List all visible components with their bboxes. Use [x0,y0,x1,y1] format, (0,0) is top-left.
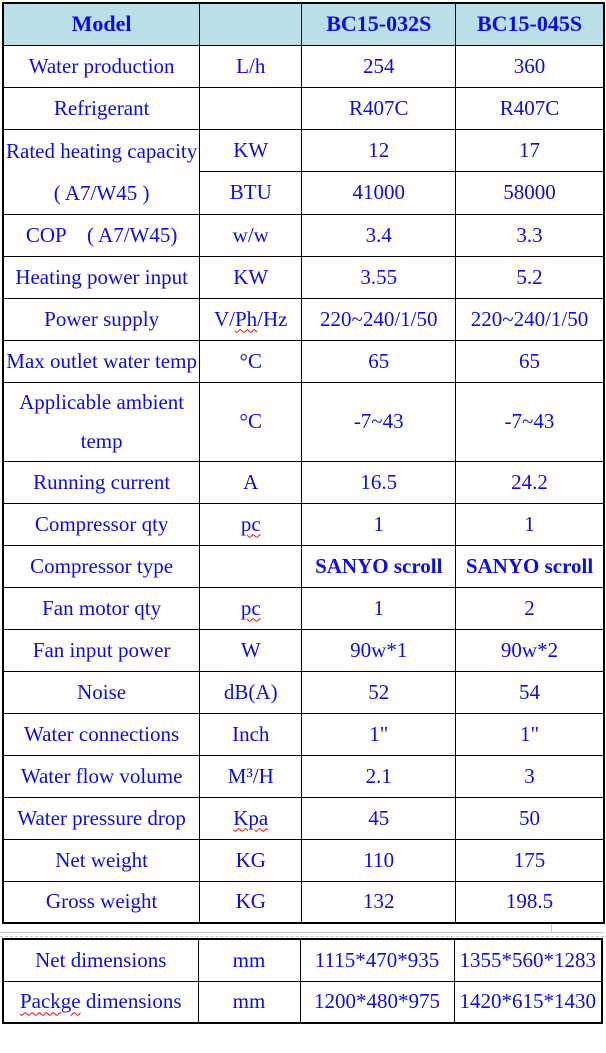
value-cell-032s [300,981,454,1023]
text-segment: 58000 [503,180,556,205]
value-cell-045s [456,382,604,461]
value-cell-032s [302,214,456,256]
header-unit-cell [200,3,302,45]
text-segment: °C [239,348,262,373]
value-cell-032s [302,298,456,340]
spec-label-cell [3,87,200,129]
text-segment: 1 [373,595,384,620]
misspelled-word: Packge [19,989,81,1014]
value-cell-045s [456,545,604,587]
spec-row [3,981,602,1023]
spec-label-cell [3,587,200,629]
text-segment: M³/H [227,763,274,788]
text-segment: W [240,637,261,662]
spec-label-cell [3,382,200,461]
text-segment: Inch [232,721,270,746]
text-segment: BTU [229,180,272,205]
text-segment: 65 [368,348,390,373]
text-segment: 360 [513,53,546,78]
text-segment: Rated heating capacity [6,138,198,163]
text-segment: ( A7/W45 ) [53,180,150,205]
text-segment: 1 [373,511,384,536]
text-boundary-line [0,932,604,933]
value-cell-045s [456,671,604,713]
value-cell-032s [302,587,456,629]
value-cell-045s [456,214,604,256]
unit-cell [200,129,302,172]
header-model-045s [456,3,604,45]
text-segment: dimensions [80,989,182,1014]
spec-label-cell [3,755,200,797]
text-segment: 1200*480*975 [314,989,440,1014]
unit-cell [200,671,302,713]
value-cell-045s [456,172,604,215]
text-segment: 110 [363,847,395,872]
text-segment: 1355*560*1283 [459,947,596,972]
spec-row [3,713,604,755]
text-segment: V/ [213,306,235,331]
text-segment: 3.55 [360,264,398,289]
value-cell-032s [302,629,456,671]
text-segment: temp [80,428,123,453]
text-segment: 2 [524,595,535,620]
text-segment: 220~240/1/50 [470,306,589,331]
header-row [3,3,604,45]
spec-label-cell [3,45,200,87]
value-cell-045s [456,881,604,923]
value-cell-032s [302,45,456,87]
spec-row [3,545,604,587]
spec-row [3,629,604,671]
text-segment: Compressor qty [34,511,169,536]
spec-row [3,881,604,923]
spec-table [2,2,605,924]
unit-cell [200,839,302,881]
dimensions-table [2,938,603,1024]
unit-cell [200,87,302,129]
unit-cell [200,755,302,797]
value-cell-032s [302,671,456,713]
text-segment: Power supply [44,306,160,331]
text-segment: 12 [368,137,390,162]
value-cell-045s [456,755,604,797]
misspelled-word: pc [240,595,261,620]
unit-cell [200,214,302,256]
model-name-045s: BC15-045S [476,11,583,37]
value-cell-032s [302,545,456,587]
value-cell-045s [456,713,604,755]
value-cell-032s [302,503,456,545]
text-segment: COP ( A7/W45) [25,222,178,247]
unit-cell [200,45,302,87]
text-segment: Running current [33,469,171,494]
value-cell-045s [456,461,604,503]
value-cell-032s [302,129,456,172]
model-name-032s: BC15-032S [326,11,432,37]
text-segment: 3.4 [365,222,392,247]
text-segment: KG [235,889,266,914]
spec-label-cell [3,461,200,503]
header-model-label: Model [71,11,132,37]
text-segment: 54 [519,679,540,704]
value-cell-032s [302,461,456,503]
spec-label-cell [3,881,200,923]
unit-cell [200,587,302,629]
text-segment: Refrigerant [53,95,150,120]
text-segment: 2.1 [365,763,392,788]
value-cell-032s [302,172,456,215]
text-segment: 45 [368,805,390,830]
text-segment: 41000 [352,180,405,205]
unit-cell [200,797,302,839]
page-gap [0,924,604,938]
spec-label-cell [3,340,200,382]
unit-cell [198,981,300,1023]
text-segment: 65 [519,348,540,373]
value-cell-045s [456,256,604,298]
text-segment: Net weight [55,847,148,872]
value-cell-045s [456,129,604,172]
spec-row [3,256,604,298]
spec-row [3,939,602,981]
spec-label-cell [3,503,200,545]
spec-row [3,503,604,545]
text-segment: Water production [28,53,175,78]
unit-cell [198,939,300,981]
text-segment: 3 [524,763,535,788]
text-segment: 254 [363,53,395,78]
text-segment: Noise [77,679,127,704]
text-segment: 3.3 [516,222,543,247]
spec-row [3,340,604,382]
text-segment: KG [235,847,266,872]
unit-cell [200,172,302,215]
text-segment: Applicable ambient [19,389,185,414]
value-cell-032s [302,340,456,382]
value-cell-045s [456,45,604,87]
text-segment: Gross weight [45,889,158,914]
text-segment: Water connections [24,721,180,746]
value-cell-045s [456,839,604,881]
value-cell-032s [302,87,456,129]
text-segment: Max outlet water temp [6,348,197,373]
label-line [6,130,197,172]
text-segment: 1115*470*935 [314,947,440,972]
text-segment: R407C [348,95,409,120]
misspelled-word: pc [240,511,261,536]
text-segment: SANYO scroll [315,553,443,578]
spec-label-cell [3,839,200,881]
text-segment: -7~43 [353,409,404,433]
spec-label-cell [3,298,200,340]
text-segment: SANYO scroll [465,553,594,578]
text-segment: KW [233,264,269,289]
spec-label-cell [3,939,198,981]
spec-label-cell [3,671,200,713]
spec-row [3,298,604,340]
text-segment: 24.2 [511,469,548,494]
spec-label-cell [3,129,200,214]
text-segment: 50 [519,805,540,830]
text-segment: R407C [499,95,560,120]
page-break-dashed-line [0,936,604,937]
value-cell-032s [302,797,456,839]
value-cell-045s [456,340,604,382]
misspelled-word: Kpa [233,805,269,830]
spec-row [3,839,604,881]
value-cell-032s [302,256,456,298]
unit-cell [200,713,302,755]
unit-cell [200,545,302,587]
text-segment: Compressor type [30,553,174,578]
text-segment: Fan input power [32,637,171,662]
spec-label-cell [3,797,200,839]
text-segment: Heating power input [15,264,188,289]
text-segment: Water pressure drop [17,805,186,830]
value-cell-032s [302,881,456,923]
text-segment: KW [233,137,269,162]
spec-label-cell [3,545,200,587]
unit-cell [200,256,302,298]
label-line [6,422,197,461]
text-segment: 17 [519,137,540,162]
unit-cell [200,881,302,923]
text-segment: 1420*615*1430 [459,989,596,1014]
text-segment: 5.2 [516,264,543,289]
text-segment: 198.5 [505,889,554,914]
text-segment: 175 [513,847,546,872]
value-cell-045s [454,939,602,981]
text-segment: 132 [363,889,395,914]
value-cell-045s [456,797,604,839]
text-segment: dB(A) [223,679,278,704]
unit-cell [200,503,302,545]
text-segment: 1 [524,511,535,536]
text-segment: w/w [232,222,269,247]
unit-cell [200,382,302,461]
spec-row [3,587,604,629]
spec-label-cell [3,214,200,256]
text-segment: 1" [369,721,389,746]
value-cell-045s [456,629,604,671]
value-cell-045s [454,981,602,1023]
text-segment: Water flow volume [20,763,183,788]
header-model-032s [302,3,456,45]
spec-row [3,214,604,256]
value-cell-045s [456,503,604,545]
value-cell-032s [302,839,456,881]
text-segment: L/h [236,53,266,78]
spec-row [3,45,604,87]
text-segment: Fan motor qty [42,595,162,620]
text-segment: 90w*2 [500,637,559,662]
text-segment: A [243,469,259,494]
spec-row [3,755,604,797]
spec-row [3,382,604,461]
spec-row [3,461,604,503]
text-segment: 16.5 [360,469,398,494]
unit-cell [200,629,302,671]
misspelled-word: Ph [234,306,258,331]
value-cell-032s [302,382,456,461]
label-line [6,172,197,214]
value-cell-032s [302,755,456,797]
value-cell-045s [456,87,604,129]
text-segment: /Hz [257,306,288,331]
spec-row [3,129,604,172]
text-segment: Net dimensions [35,947,167,972]
unit-cell [200,298,302,340]
text-segment: °C [239,409,262,433]
value-cell-032s [302,713,456,755]
spec-label-cell [3,256,200,298]
text-segment: -7~43 [504,409,555,433]
text-segment: 1" [519,721,540,746]
text-segment: mm [232,947,266,972]
text-segment: mm [232,989,266,1014]
value-cell-032s [300,939,454,981]
spec-row [3,671,604,713]
spec-label-cell [3,629,200,671]
spec-label-cell [3,713,200,755]
spec-row [3,87,604,129]
spec-label-cell [3,981,198,1023]
value-cell-045s [456,298,604,340]
label-line [6,383,197,422]
header-model-cell [3,3,200,45]
unit-cell [200,461,302,503]
text-segment: 52 [368,679,390,704]
value-cell-045s [456,587,604,629]
text-segment: 90w*1 [350,637,408,662]
unit-cell [200,340,302,382]
text-segment: 220~240/1/50 [319,306,438,331]
spec-row [3,797,604,839]
